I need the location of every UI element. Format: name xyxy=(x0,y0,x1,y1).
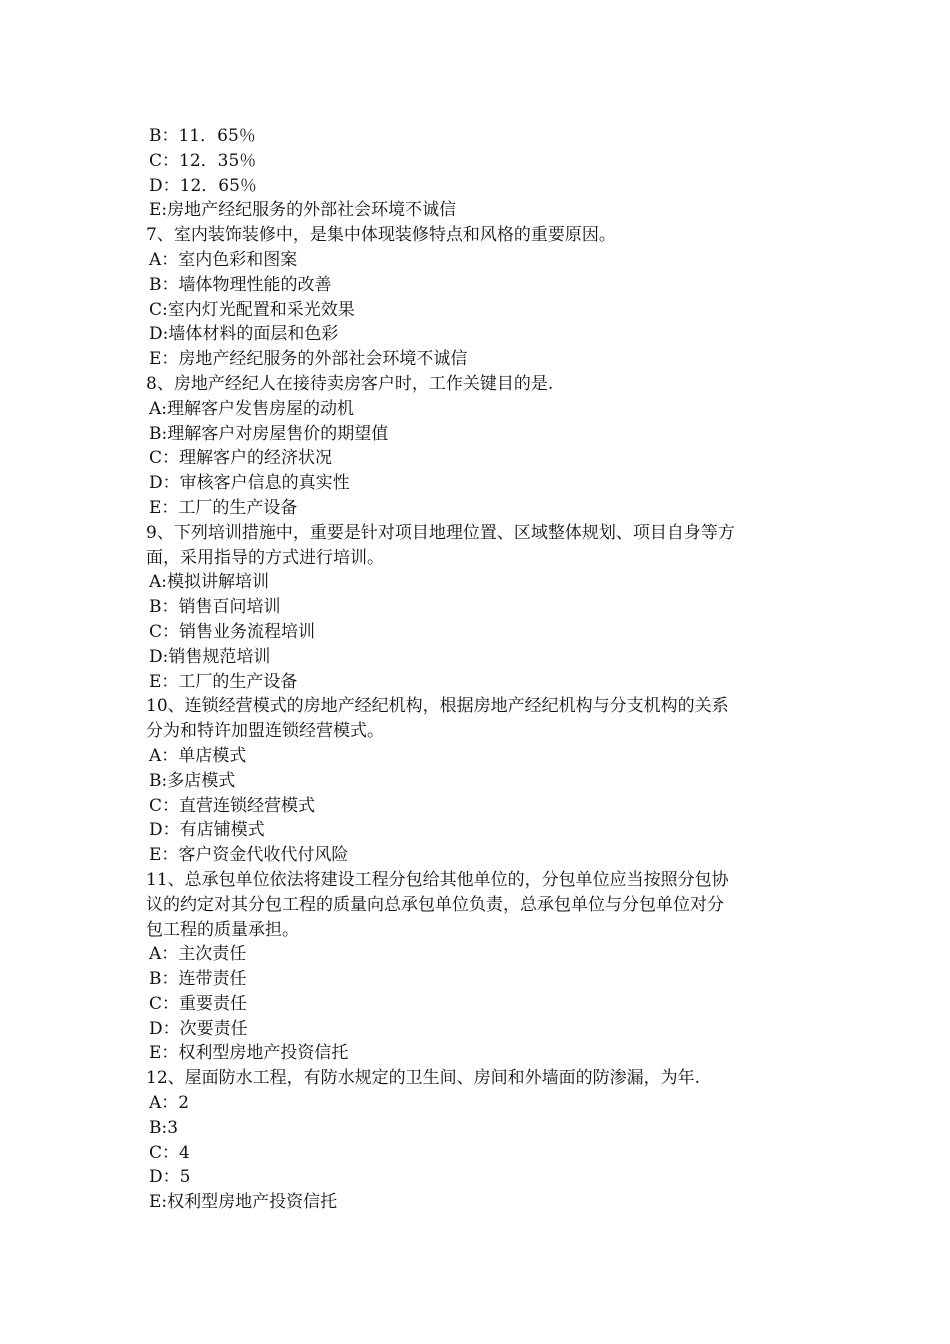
question-text: 8、房地产经纪人在接待卖房客户时，工作关键目的是. xyxy=(146,373,554,394)
answer-option: D:销售规范培训 xyxy=(149,646,271,667)
answer-option: C：理解客户的经济状况 xyxy=(149,448,333,469)
answer-option: E：权利型房地产投资信托 xyxy=(149,1043,349,1064)
question-text: 12、屋面防水工程，有防水规定的卫生间、房间和外墙面的防渗漏，为年. xyxy=(146,1068,701,1089)
answer-option: A：室内色彩和图案 xyxy=(149,249,298,270)
answer-option: E：工厂的生产设备 xyxy=(149,671,298,692)
document-body xyxy=(146,124,816,1215)
answer-option: D：次要责任 xyxy=(149,1018,248,1039)
answer-option: E:房地产经纪服务的外部社会环境不诚信 xyxy=(149,200,457,221)
answer-option: B:3 xyxy=(149,1117,179,1138)
answer-option: A：2 xyxy=(149,1093,190,1114)
answer-option: A：单店模式 xyxy=(149,745,247,766)
answer-option: C：4 xyxy=(149,1142,190,1163)
answer-option: D：审核客户信息的真实性 xyxy=(149,473,350,494)
question-text: 11、总承包单位依法将建设工程分包给其他单位的，分包单位应当按照分包协 xyxy=(146,869,729,890)
question-text: 9、下列培训措施中，重要是针对项目地理位置、区域整体规划、项目自身等方 xyxy=(146,522,735,543)
answer-option: E：客户资金代收代付风险 xyxy=(149,845,349,866)
answer-option: D：有店铺模式 xyxy=(149,820,265,841)
answer-option: A:理解客户发售房屋的动机 xyxy=(149,398,355,419)
answer-option: C：直营连锁经营模式 xyxy=(149,795,316,816)
answer-option: C：重要责任 xyxy=(149,993,248,1014)
answer-option: B：11．65％ xyxy=(149,126,256,146)
answer-option: C:室内灯光配置和采光效果 xyxy=(149,299,355,320)
answer-option: A:模拟讲解培训 xyxy=(149,572,270,593)
answer-option: C：12．35％ xyxy=(149,150,257,171)
answer-option: E:权利型房地产投资信托 xyxy=(149,1192,338,1213)
answer-option: B：连带责任 xyxy=(149,969,247,990)
answer-option: D：12．65％ xyxy=(149,175,257,196)
answer-option: B：销售百问培训 xyxy=(149,597,281,618)
answer-option: E：工厂的生产设备 xyxy=(149,497,298,518)
answer-option: D:墙体材料的面层和色彩 xyxy=(149,324,339,345)
answer-option: D：5 xyxy=(149,1167,191,1188)
answer-option: B:多店模式 xyxy=(149,770,236,791)
answer-option: C：销售业务流程培训 xyxy=(149,621,316,642)
question-text: 7、室内装饰装修中，是集中体现装修特点和风格的重要原因。 xyxy=(146,225,616,246)
question-text: 面，采用指导的方式进行培训。 xyxy=(146,547,384,568)
question-text: 分为和特许加盟连锁经营模式。 xyxy=(146,721,384,742)
answer-option: B:理解客户对房屋售价的期望值 xyxy=(149,423,389,444)
answer-option: B：墙体物理性能的改善 xyxy=(149,274,332,295)
question-text: 包工程的质量承担。 xyxy=(146,919,299,940)
question-text: 10、连锁经营模式的房地产经纪机构，根据房地产经纪机构与分支机构的关系 xyxy=(146,696,729,717)
question-text: 议的约定对其分包工程的质量向总承包单位负责，总承包单位与分包单位对分 xyxy=(146,894,724,915)
answer-option: E：房地产经纪服务的外部社会环境不诚信 xyxy=(149,349,468,370)
answer-option: A：主次责任 xyxy=(149,944,247,965)
